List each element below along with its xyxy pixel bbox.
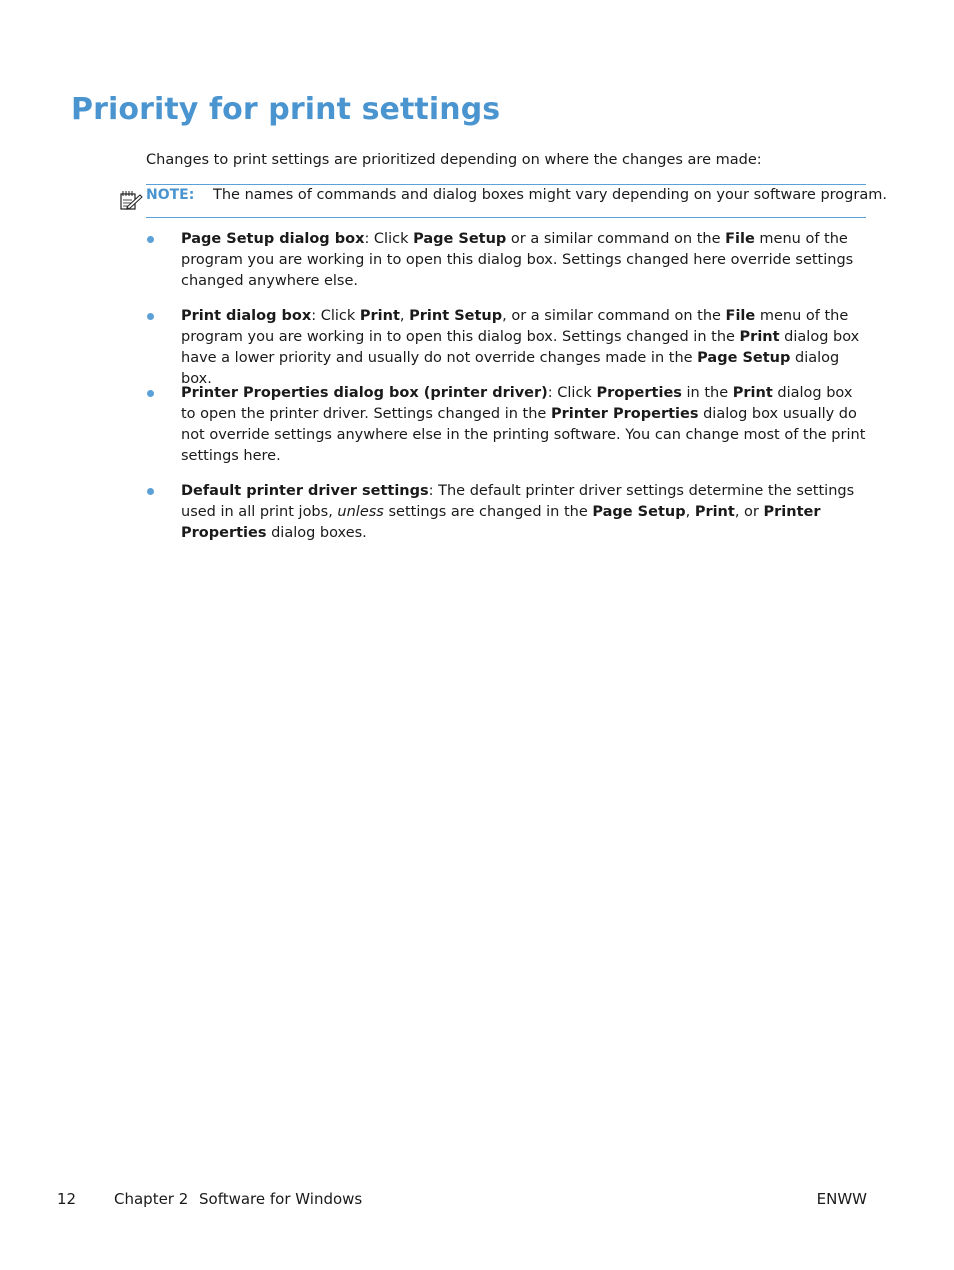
list-item-text bbox=[181, 231, 853, 289]
note-pad-icon bbox=[119, 189, 143, 211]
text-run: dialog box to open the printer driver. Settings changed in the bbox=[181, 385, 853, 422]
text-run: : Click bbox=[547, 385, 597, 401]
bold-term: Print dialog box bbox=[181, 308, 312, 324]
text-run: , or bbox=[734, 504, 764, 520]
list-item-text bbox=[181, 308, 859, 387]
text-run: dialog boxes. bbox=[266, 525, 367, 541]
text-run: menu of the program you are working in to open this dialog box. Settings changed in the bbox=[181, 308, 849, 345]
bold-term: Print bbox=[694, 504, 735, 520]
list-item-default-driver bbox=[181, 481, 866, 544]
list-item-page-setup bbox=[181, 229, 866, 292]
bold-term: Print bbox=[359, 308, 400, 324]
text-run: , bbox=[399, 308, 410, 324]
note-text: The names of commands and dialog boxes might vary depending on your software program. bbox=[213, 187, 887, 203]
bold-term: Print bbox=[739, 329, 780, 345]
bullet-icon bbox=[147, 390, 154, 397]
text-run: in the bbox=[681, 385, 733, 401]
text-run: dialog box usually do not override settings anywhere else in the printing software. You can change most of the print settings here. bbox=[181, 406, 866, 464]
bold-term: Print bbox=[732, 385, 773, 401]
text-run: menu of the program you are working in to open this dialog box. Settings changed here override settings changed anywhere else. bbox=[181, 231, 854, 289]
text-run: , bbox=[685, 504, 695, 520]
bullet-icon bbox=[147, 488, 154, 495]
bold-term: Print Setup bbox=[409, 308, 503, 324]
list-item-text bbox=[181, 385, 865, 464]
text-run: dialog box. bbox=[181, 350, 840, 387]
note-box bbox=[146, 184, 887, 218]
bullet-icon bbox=[147, 236, 154, 243]
list-item-text bbox=[181, 483, 854, 541]
bold-term: File bbox=[725, 231, 755, 247]
chapter-label: Chapter 2 bbox=[114, 1190, 189, 1208]
intro-paragraph: Changes to print settings are prioritized depending on where the changes are made: bbox=[146, 152, 762, 168]
emphasis-text: unless bbox=[337, 504, 384, 520]
text-run: : Click bbox=[311, 308, 360, 324]
text-run: , or a similar command on the bbox=[502, 308, 726, 324]
bold-term: Printer Properties bbox=[181, 504, 821, 541]
bullet-icon bbox=[147, 313, 154, 320]
text-run: dialog box have a lower priority and usually do not override changes made in the bbox=[181, 329, 860, 366]
bold-term: File bbox=[725, 308, 756, 324]
bold-term: Page Setup dialog box bbox=[181, 231, 365, 247]
bold-term: Page Setup bbox=[413, 231, 507, 247]
list-item-printer-properties bbox=[181, 383, 866, 467]
page-title: Priority for print settings bbox=[71, 92, 501, 127]
list-item-print bbox=[181, 306, 866, 390]
bold-term: Properties bbox=[596, 385, 682, 401]
section-label: Software for Windows bbox=[199, 1190, 363, 1208]
bold-term: Printer Properties dialog box (printer driver) bbox=[181, 385, 548, 401]
text-run: : The default printer driver settings determine the settings used in all print jobs, bbox=[181, 483, 855, 520]
bold-term: Page Setup bbox=[592, 504, 686, 520]
bold-term: Printer Properties bbox=[550, 406, 699, 422]
bold-term: Page Setup bbox=[697, 350, 791, 366]
page-number: 12 bbox=[57, 1190, 77, 1208]
note-label: NOTE: bbox=[146, 187, 195, 203]
text-run: settings are changed in the bbox=[383, 504, 593, 520]
text-run: : Click bbox=[364, 231, 414, 247]
text-run: or a similar command on the bbox=[506, 231, 726, 247]
locale-label: ENWW bbox=[816, 1190, 867, 1208]
bold-term: Default printer driver settings bbox=[181, 483, 429, 499]
